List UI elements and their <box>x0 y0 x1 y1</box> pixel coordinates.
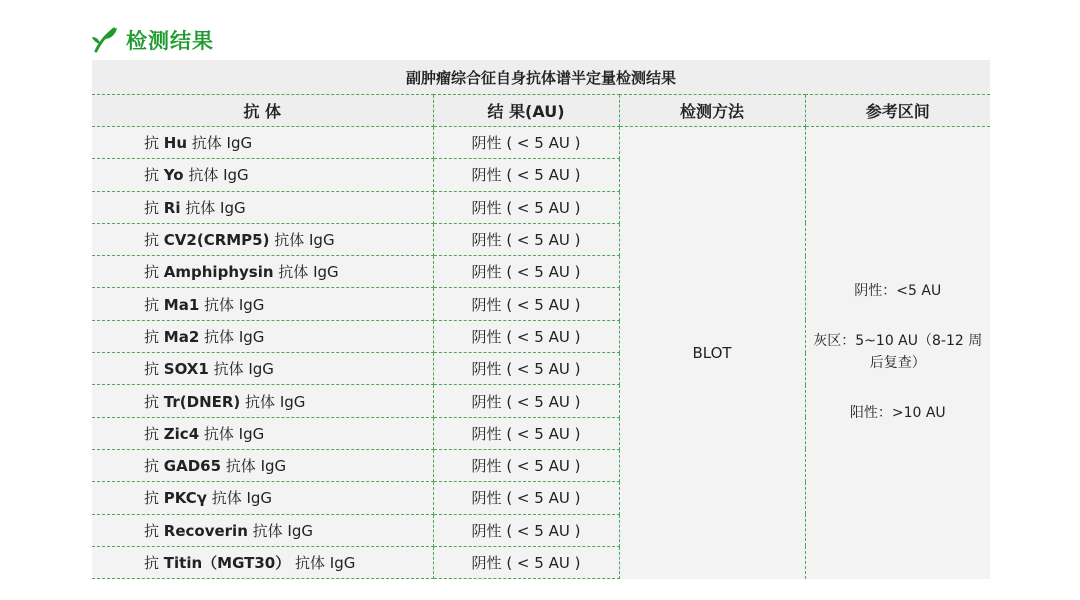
antibody-cell <box>92 449 433 481</box>
header-result: 结 果(AU) <box>433 95 619 127</box>
antibody-prefix: 抗 <box>144 424 164 443</box>
antibody-suffix: 抗体 IgG <box>269 231 335 250</box>
antibody-name: Hu <box>163 134 188 153</box>
antibody-prefix: 抗 <box>144 263 164 282</box>
antibody-name: Ri <box>163 198 181 217</box>
ref-positive: 阳性：>10 AU <box>849 404 946 421</box>
antibody-suffix: 抗体 IgG <box>183 166 249 185</box>
antibody-prefix: 抗 <box>144 134 164 153</box>
leaf-icon <box>90 25 120 55</box>
antibody-name: Recoverin <box>163 521 248 540</box>
header-antibody: 抗 体 <box>92 95 433 127</box>
result-cell: 阴性 ( < 5 AU ) <box>433 159 619 191</box>
result-cell: 阴性 ( < 5 AU ) <box>433 546 619 578</box>
antibody-prefix: 抗 <box>144 198 164 217</box>
result-cell: 阴性 ( < 5 AU ) <box>433 191 619 223</box>
antibody-cell <box>92 191 433 223</box>
antibody-name: PKCγ <box>163 489 207 508</box>
antibody-suffix: 抗体 IgG <box>199 295 265 314</box>
section-title: 检测结果 <box>126 29 214 53</box>
ref-gray-zone-cont: 后复查） <box>869 354 926 371</box>
antibody-prefix: 抗 <box>144 295 164 314</box>
header-reference: 参考区间 <box>805 95 990 127</box>
antibody-suffix: 抗体 IgG <box>273 263 339 282</box>
reference-spacer <box>806 375 991 403</box>
antibody-suffix: 抗体 IgG <box>180 198 246 217</box>
antibody-cell <box>92 417 433 449</box>
table-header-row <box>92 95 990 127</box>
antibody-name: Tr(DNER) <box>163 392 241 411</box>
antibody-cell <box>92 514 433 546</box>
antibody-name: GAD65 <box>163 457 222 476</box>
ref-gray-zone: 灰区：5~10 AU（8-12 周 <box>813 333 983 350</box>
section-header <box>90 22 214 58</box>
method-cell: BLOT <box>619 127 805 579</box>
antibody-suffix: 抗体 IgG <box>240 392 306 411</box>
table-caption: 副肿瘤综合征自身抗体谱半定量检测结果 <box>92 60 990 95</box>
antibody-suffix: 抗体 IgG <box>221 457 287 476</box>
antibody-cell <box>92 353 433 385</box>
antibody-name: Amphiphysin <box>163 263 274 282</box>
result-cell: 阴性 ( < 5 AU ) <box>433 223 619 255</box>
antibody-name: CV2(CRMP5) <box>163 231 270 250</box>
antibody-cell <box>92 223 433 255</box>
antibody-name: Yo <box>163 166 184 185</box>
result-cell: 阴性 ( < 5 AU ) <box>433 320 619 352</box>
header-method: 检测方法 <box>619 95 805 127</box>
antibody-prefix: 抗 <box>144 231 164 250</box>
antibody-prefix: 抗 <box>144 521 164 540</box>
antibody-cell <box>92 546 433 578</box>
antibody-suffix: 抗体 IgG <box>199 424 265 443</box>
antibody-name: Titin（MGT30） <box>163 554 291 572</box>
ref-negative: 阴性：<5 AU <box>854 283 942 300</box>
table-caption-row <box>92 60 990 95</box>
antibody-name: Ma1 <box>163 295 200 314</box>
reference-cell <box>805 127 990 579</box>
antibody-cell <box>92 482 433 514</box>
antibody-suffix: 抗体 IgG <box>187 134 253 153</box>
antibody-suffix: 抗体 IgG <box>290 554 356 572</box>
result-cell: 阴性 ( < 5 AU ) <box>433 288 619 320</box>
antibody-prefix: 抗 <box>144 554 164 572</box>
antibody-prefix: 抗 <box>144 166 164 185</box>
antibody-name: Zic4 <box>163 424 200 443</box>
antibody-name: SOX1 <box>163 360 209 379</box>
result-cell: 阴性 ( < 5 AU ) <box>433 256 619 288</box>
result-cell: 阴性 ( < 5 AU ) <box>433 514 619 546</box>
antibody-name: Ma2 <box>163 327 200 346</box>
antibody-prefix: 抗 <box>144 489 164 508</box>
results-table <box>92 60 990 579</box>
antibody-cell <box>92 127 433 159</box>
result-cell: 阴性 ( < 5 AU ) <box>433 353 619 385</box>
antibody-prefix: 抗 <box>144 457 164 476</box>
reference-spacer <box>806 303 991 331</box>
result-cell: 阴性 ( < 5 AU ) <box>433 417 619 449</box>
result-cell: 阴性 ( < 5 AU ) <box>433 482 619 514</box>
antibody-suffix: 抗体 IgG <box>247 521 313 540</box>
antibody-cell <box>92 159 433 191</box>
antibody-cell <box>92 385 433 417</box>
antibody-prefix: 抗 <box>144 360 164 379</box>
result-cell: 阴性 ( < 5 AU ) <box>433 449 619 481</box>
antibody-cell <box>92 320 433 352</box>
result-cell: 阴性 ( < 5 AU ) <box>433 385 619 417</box>
antibody-cell <box>92 256 433 288</box>
antibody-suffix: 抗体 IgG <box>208 360 274 379</box>
result-cell: 阴性 ( < 5 AU ) <box>433 127 619 159</box>
antibody-cell <box>92 288 433 320</box>
antibody-prefix: 抗 <box>144 327 164 346</box>
antibody-suffix: 抗体 IgG <box>206 489 273 508</box>
antibody-prefix: 抗 <box>144 392 164 411</box>
antibody-suffix: 抗体 IgG <box>199 327 265 346</box>
table-row <box>92 127 990 159</box>
